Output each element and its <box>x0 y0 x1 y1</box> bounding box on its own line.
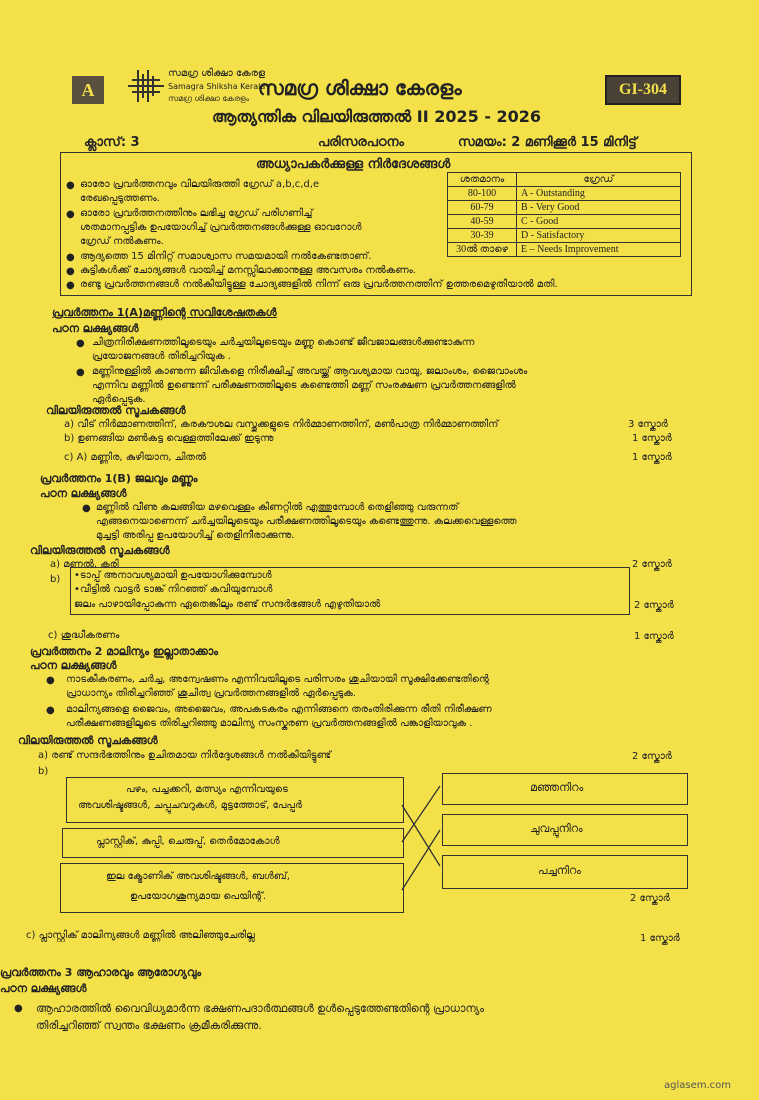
activity-3-goals-title: പഠന ലക്ഷ്യങ്ങൾ <box>0 982 87 995</box>
a1a-goal-2b: എന്നിവ മണ്ണിൽ ഉണ്ടെന്ന് പരീക്ഷണത്തിലൂടെ കണ്ടെത്തി മണ്ണ് സംരക്ഷണ പ്രവർത്തനങ്ങളിൽ <box>92 380 516 391</box>
match-left-2-text: പ്ലാസ്റ്റിക്, കുപ്പി, ചെരുപ്പ്, തെർമോകോൾ <box>96 836 280 847</box>
a1b-ind-a-score: 2 സ്കോർ <box>632 559 672 570</box>
grade-cell: C - Good <box>517 215 681 229</box>
grade-cell: 30ൽ താഴെ <box>448 243 517 257</box>
a2-goal-2b: പരീക്ഷണങ്ങളിലൂടെ തിരിച്ചറിഞ്ഞു മാലിന്യ സംസ്കരണ പ്രവർത്തനങ്ങളിൽ പങ്കാളിയാവുക . <box>66 718 473 729</box>
a1b-ind-b-score: 2 സ്കോർ <box>634 600 674 611</box>
activity-2-title: പ്രവർത്തനം 2 മാലിന്യം ഇല്ലാതാക്കാം <box>30 645 218 658</box>
a2-indicators-title: വിലയിരുത്തൽ സൂചകങ്ങൾ <box>18 734 158 747</box>
a2-goal-2a: മാലിന്യങ്ങളെ ജൈവം, അജൈവം, അപകടകരം എന്നിങ്ങനെ തരംതിരിക്കുന്ന രീതി നിരീക്ഷണ <box>66 704 492 715</box>
grade-cell: D - Satisfactory <box>517 229 681 243</box>
activity-1b-goals-title: പഠന ലക്ഷ്യങ്ങൾ <box>40 487 127 500</box>
a3-goal-1b: തിരിച്ചറിഞ്ഞ് സ്വന്തം ഭക്ഷണം ക്രമീകരിക്കുന്നു. <box>36 1019 262 1032</box>
a2-ind-c: c) പ്ലാസ്റ്റിക് മാലിന്യങ്ങൾ മണ്ണിൽ അലിഞ്ഞുചേരില്ല <box>26 930 255 941</box>
instr-2b: ശതമാനപ്പട്ടിക ഉപയോഗിച്ച് പ്രവർത്തനങ്ങൾക്കുള്ള ഓവറോൾ <box>80 222 362 233</box>
activity-1a-title: പ്രവർത്തനം 1(A)മണ്ണിന്റെ സവിശേഷതകൾ <box>52 306 277 319</box>
a1b-indicators-title: വിലയിരുത്തൽ സൂചകങ്ങൾ <box>30 544 170 557</box>
activity-1a-goals-title: പഠന ലക്ഷ്യങ്ങൾ <box>52 322 139 335</box>
match-left-3b: ഉപയോഗശൂന്യമായ പെയിന്റ്. <box>130 891 267 902</box>
exam-page: A സമഗ്ര ശിക്ഷാ കേരള Samagra Shiksha Kerala സമഗ്ര ശിക്ഷാ കേരളം സമഗ്ര ശിക്ഷാ കേരളം GI-304 ആത്യന്തിക വിലയിരുത്തൽ II 2025 - 2026 ക്ലാസ്: 3 പരിസരപഠനം സമയം: 2 മണിക്കൂർ 15 മിനിട്ട് അധ്യാപകർക്കുള്ള നിർദേശങ്ങൾ ● ഓരോ പ്രവർത്തനവും വിലയിരുത്തി ഗ്രേഡ് a,b,c,d,e രേഖപ്പെടുത്തണം. ● ഓരോ പ്രവർത്തനത്തിനും ലഭിച്ച ഗ്രേഡ് പരിഗണിച്ച് ശതമാനപ്പട്ടിക ഉപയോഗിച്ച് പ്രവർത്തനങ്ങൾക്കുള്ള ഓവറോൾ ഗ്രേഡ് നൽകണം. ● ആദ്യത്തെ 15 മിനിറ്റ് സമാശ്വാസ സമയമായി നൽകേണ്ടതാണ്. ● കുട്ടികൾക്ക് ചോദ്യങ്ങൾ വായിച്ച് മനസ്സിലാക്കാനുള്ള അവസരം നൽകണം. ● രണ്ടു പ്രവർത്തനങ്ങൾ നൽകിയിട്ടുള്ള ചോദ്യങ്ങളിൽ നിന്ന് ഒരു പ്രവർത്തനത്തിന് ഉത്തരമെഴുതിയാൽ മതി. ശതമാനം ഗ്രേഡ് 80-100 A - Outstanding 60-79 B - Very Good 40-59 C - Good 30-39 D - Satisfactory 30ൽ താഴെ E – Needs Improvement പ്രവർത്തനം 1(A)മണ്ണിന്റെ സവിശേഷതകൾ പഠന ലക്ഷ്യങ്ങൾ ● ചിത്രനിരീക്ഷണത്തിലൂടെയും ചർച്ചയിലൂടെയും മണ്ണു കൊണ്ട് ജീവജാലങ്ങൾക്കുണ്ടാകുന്ന പ്രയോജനങ്ങൾ തിരിച്ചറിയുക . ● മണ്ണിനുള്ളിൽ കാണുന്ന ജീവികളെ നിരീക്ഷിച്ച് അവയ്ക്ക് ആവശ്യമായ വായു, ജലാംശം, ജൈവാംശം എന്നിവ മണ്ണിൽ ഉണ്ടെന്ന് പരീക്ഷണത്തിലൂടെ കണ്ടെത്തി മണ്ണ് സംരക്ഷണ പ്രവർത്തനങ്ങളിൽ ഏർപ്പെടുക. വിലയിരുത്തൽ സൂചകങ്ങൾ a) വീട് നിർമ്മാണത്തിന്, കരകൗശല വസ്തുക്കളുടെ നിർമ്മാണത്തിന്, മൺപാത്ര നിർമ്മാണത്തിന് 3 സ്കോർ b) ഉണങ്ങിയ മൺകട്ട വെള്ളത്തിലേക്ക് ഇടുന്നു 1 സ്കോർ c) A) മണ്ണിര, കുഴിയാന, ചിതൽ 1 സ്കോർ പ്രവർത്തനം 1(B) ജലവും മണ്ണും പഠന ലക്ഷ്യങ്ങൾ ● മണ്ണിൽ വീണു കലങ്ങിയ മഴവെള്ളം കിണറ്റിൽ എത്തുമ്പോൾ തെളിഞ്ഞു വരുന്നത് എങ്ങനെയാണെന്ന് ചർച്ചയിലൂടെയും പരീക്ഷണത്തിലൂടെയും കണ്ടെത്തുന്നു. കലക്കവെള്ളത്തെ മുച്ചട്ടി അരിപ്പ ഉപയോഗിച്ച് തെളിനീരാക്കുന്നു. വിലയിരുത്തൽ സൂചകങ്ങൾ a) മണൽ, കരി 2 സ്കോർ b) •ടാപ്പ് അനാവശ്യമായി ഉപയോഗിക്കുമ്പോൾ •വീട്ടിൽ വാട്ടർ ടാങ്ക് നിറഞ്ഞ് കവിയുമ്പോൾ ജലം പാഴായിപ്പോകുന്ന ഏതെങ്കിലും രണ്ട് സന്ദർഭങ്ങൾ എഴുതിയാൽ 2 സ്കോർ c) ശുദ്ധീകരണം 1 സ്കോർ പ്രവർത്തനം 2 മാലിന്യം ഇല്ലാതാക്കാം പഠന ലക്ഷ്യങ്ങൾ ● നാടകീകരണം, ചർച്ച, അന്വേഷണം എന്നിവയിലൂടെ പരിസരം ശുചിയായി സൂക്ഷിക്കേണ്ടതിന്റെ പ്രാധാന്യം തിരിച്ചറിഞ്ഞ് ശുചിത്വ പ്രവർത്തനങ്ങളിൽ ഏർപ്പെടുക. ● മാലിന്യങ്ങളെ ജൈവം, അജൈവം, അപകടകരം എന്നിങ്ങനെ തരംതിരിക്കുന്ന രീതി നിരീക്ഷണ പരീക്ഷണങ്ങളിലൂടെ തിരിച്ചറിഞ്ഞു മാലിന്യ സംസ്കരണ പ്രവർത്തനങ്ങളിൽ പങ്കാളിയാവുക . വിലയിരുത്തൽ സൂചകങ്ങൾ a) രണ്ട് സന്ദർഭത്തിനും ഉചിതമായ നിർദ്ദേശങ്ങൾ നൽകിയിട്ടുണ്ട് 2 സ്കോർ b) പഴം, പച്ചക്കറി, മത്സ്യം എന്നിവയുടെ അവശിഷ്ടങ്ങൾ, ചപ്പുചവറുകൾ, മുട്ടത്തോട്, പേപ്പർ പ്ലാസ്റ്റിക്, കുപ്പി, ചെരുപ്പ്, തെർമോകോൾ ഇല ക്ട്രോണിക് അവശിഷ്ടങ്ങൾ, ബൾബ്, ഉപയോഗശൂന്യമായ പെയിന്റ്. മഞ്ഞനിറം ചുവപ്പുനിറം പച്ചനിറം 2 സ്കോർ c) പ്ലാസ്റ്റിക് മാലിന്യങ്ങൾ മണ്ണിൽ അലിഞ്ഞുചേരില്ല 1 സ്കോർ പ്രവർത്തനം 3 ആഹാരവും ആരോഗ്യവും പഠന ലക്ഷ്യങ്ങൾ ● ആഹാരത്തിൽ വൈവിധ്യമാർന്ന ഭക്ഷണപദാർത്ഥങ്ങൾ ഉൾപ്പെടുത്തേണ്ടതിന്റെ പ്രാധാന്യം തിരിച്ചറിഞ്ഞ് സ്വന്തം ഭക്ഷണം ക്രമീകരിക്കുന്നു. aglasem.com <box>0 0 759 1100</box>
a2-goal-1b: പ്രാധാന്യം തിരിച്ചറിഞ്ഞ് ശുചിത്വ പ്രവർത്തനങ്ങളിൽ ഏർപ്പെടുക. <box>66 688 356 699</box>
question-code: GI-304 <box>605 75 681 105</box>
a1b-ind-b2: •വീട്ടിൽ വാട്ടർ ടാങ്ക് നിറഞ്ഞ് കവിയുമ്പോൾ <box>74 584 273 595</box>
grade-cell: A - Outstanding <box>517 187 681 201</box>
logo-text-1: സമഗ്ര ശിക്ഷാ കേരള <box>168 68 266 79</box>
a1a-ind-b: b) ഉണങ്ങിയ മൺകട്ട വെള്ളത്തിലേക്ക് ഇടുന്നു <box>64 433 274 444</box>
a1a-ind-b-score: 1 സ്കോർ <box>632 433 672 444</box>
match-right-3-text: പച്ചനിറം <box>538 864 581 877</box>
match-line-3 <box>402 830 440 890</box>
instr-5: രണ്ടു പ്രവർത്തനങ്ങൾ നൽകിയിട്ടുള്ള ചോദ്യങ്ങളിൽ നിന്ന് ഒരു പ്രവർത്തനത്തിന് ഉത്തരമെഴുതിയാൽ മതി. <box>80 279 558 290</box>
logo-text-3: സമഗ്ര ശിക്ഷാ കേരളം <box>168 94 249 103</box>
a1a-goal-1a: ചിത്രനിരീക്ഷണത്തിലൂടെയും ചർച്ചയിലൂടെയും മണ്ണു കൊണ്ട് ജീവജാലങ്ങൾക്കുണ്ടാകുന്ന <box>92 337 475 348</box>
match-right-1-text: മഞ്ഞനിറം <box>530 781 584 794</box>
match-left-1b: അവശിഷ്ടങ്ങൾ, ചപ്പുചവറുകൾ, മുട്ടത്തോട്, പേപ്പർ <box>78 800 302 811</box>
org-title: സമഗ്ര ശിക്ഷാ കേരളം <box>258 76 462 100</box>
a1a-ind-a-score: 3 സ്കോർ <box>628 419 668 430</box>
grade-head-percent: ശതമാനം <box>448 173 517 187</box>
a3-goal-1a: ആഹാരത്തിൽ വൈവിധ്യമാർന്ന ഭക്ഷണപദാർത്ഥങ്ങൾ ഉൾപ്പെടുത്തേണ്ടതിന്റെ പ്രാധാന്യം <box>36 1002 484 1015</box>
a1a-goal-2c: ഏർപ്പെടുക. <box>92 394 146 405</box>
match-left-1a: പഴം, പച്ചക്കറി, മത്സ്യം എന്നിവയുടെ <box>126 784 288 795</box>
a1a-indicators-title: വിലയിരുത്തൽ സൂചകങ്ങൾ <box>46 404 186 417</box>
instructions-title: അധ്യാപകർക്കുള്ള നിർദേശങ്ങൾ <box>256 157 451 172</box>
instr-2a: ഓരോ പ്രവർത്തനത്തിനും ലഭിച്ച ഗ്രേഡ് പരിഗണിച്ച് <box>80 208 313 219</box>
a1a-ind-a: a) വീട് നിർമ്മാണത്തിന്, കരകൗശല വസ്തുക്കളുടെ നിർമ്മാണത്തിന്, മൺപാത്ര നിർമ്മാണത്തിന് <box>64 419 499 430</box>
subject-label: പരിസരപഠനം <box>318 135 404 150</box>
a1b-ind-c: c) ശുദ്ധീകരണം <box>48 630 120 641</box>
a1b-ind-a: a) മണൽ, കരി <box>50 559 119 570</box>
a1a-ind-c: c) A) മണ്ണിര, കുഴിയാന, ചിതൽ <box>64 452 207 463</box>
a1a-goal-1b: പ്രയോജനങ്ങൾ തിരിച്ചറിയുക . <box>92 351 231 362</box>
match-left-3a: ഇല ക്ട്രോണിക് അവശിഷ്ടങ്ങൾ, ബൾബ്, <box>106 871 290 882</box>
class-label: ക്ലാസ്: 3 <box>84 135 140 150</box>
activity-1b-title: പ്രവർത്തനം 1(B) ജലവും മണ്ണും <box>40 472 198 485</box>
a2-ind-a-score: 2 സ്കോർ <box>632 751 672 762</box>
grade-cell: 80-100 <box>448 187 517 201</box>
a1b-ind-c-score: 1 സ്കോർ <box>634 631 674 642</box>
a1a-goal-2a: മണ്ണിനുള്ളിൽ കാണുന്ന ജീവികളെ നിരീക്ഷിച്ച് അവയ്ക്ക് ആവശ്യമായ വായു, ജലാംശം, ജൈവാംശം <box>92 366 528 377</box>
instr-1b: രേഖപ്പെടുത്തണം. <box>80 193 160 204</box>
exam-title: ആത്യന്തിക വിലയിരുത്തൽ II 2025 - 2026 <box>212 107 542 126</box>
logo-text-2: Samagra Shiksha Kerala <box>168 82 266 91</box>
a1b-goal-1c: മുച്ചട്ടി അരിപ്പ ഉപയോഗിച്ച് തെളിനീരാക്കുന്നു. <box>96 530 295 541</box>
a1b-goal-1a: മണ്ണിൽ വീണു കലങ്ങിയ മഴവെള്ളം കിണറ്റിൽ എത്തുമ്പോൾ തെളിഞ്ഞു വരുന്നത് <box>96 502 459 513</box>
grade-cell: 60-79 <box>448 201 517 215</box>
instr-1a: ഓരോ പ്രവർത്തനവും വിലയിരുത്തി ഗ്രേഡ് a,b,c,d,e <box>80 179 320 190</box>
instr-3: ആദ്യത്തെ 15 മിനിറ്റ് സമാശ്വാസ സമയമായി നൽകേണ്ടതാണ്. <box>80 251 372 262</box>
grade-cell: 40-59 <box>448 215 517 229</box>
a2-ind-b-label: b) <box>38 766 49 777</box>
time-label: സമയം: 2 മണിക്കൂർ 15 മിനിട്ട് <box>458 135 637 150</box>
a2-ind-a: a) രണ്ട് സന്ദർഭത്തിനും ഉചിതമായ നിർദ്ദേശങ്ങൾ നൽകിയിട്ടുണ്ട് <box>38 750 331 761</box>
grade-cell: B - Very Good <box>517 201 681 215</box>
a1a-ind-c-score: 1 സ്കോർ <box>632 452 672 463</box>
watermark: aglasem.com <box>664 1080 732 1091</box>
a1b-ind-b1: •ടാപ്പ് അനാവശ്യമായി ഉപയോഗിക്കുമ്പോൾ <box>74 570 272 581</box>
a2-ind-b-score: 2 സ്കോർ <box>630 893 670 904</box>
activity-2-goals-title: പഠന ലക്ഷ്യങ്ങൾ <box>30 659 117 672</box>
series-label: A <box>72 76 104 104</box>
a2-goal-1a: നാടകീകരണം, ചർച്ച, അന്വേഷണം എന്നിവയിലൂടെ പരിസരം ശുചിയായി സൂക്ഷിക്കേണ്ടതിന്റെ <box>66 674 489 685</box>
instr-2c: ഗ്രേഡ് നൽകണം. <box>80 236 164 247</box>
a2-ind-c-score: 1 സ്കോർ <box>640 933 680 944</box>
grade-head-grade: ഗ്രേഡ് <box>517 173 681 187</box>
a1b-ind-b3: ജലം പാഴായിപ്പോകുന്ന ഏതെങ്കിലും രണ്ട് സന്ദർഭങ്ങൾ എഴുതിയാൽ <box>74 599 381 610</box>
match-right-2-text: ചുവപ്പുനിറം <box>530 822 583 835</box>
a1b-goal-1b: എങ്ങനെയാണെന്ന് ചർച്ചയിലൂടെയും പരീക്ഷണത്തിലൂടെയും കണ്ടെത്തുന്നു. കലക്കവെള്ളത്തെ <box>96 516 517 527</box>
a1b-ind-b-label: b) <box>50 574 61 585</box>
instr-4: കുട്ടികൾക്ക് ചോദ്യങ്ങൾ വായിച്ച് മനസ്സിലാക്കാനുള്ള അവസരം നൽകണം. <box>80 265 416 276</box>
activity-3-title: പ്രവർത്തനം 3 ആഹാരവും ആരോഗ്യവും <box>0 966 202 979</box>
grade-cell: 30-39 <box>448 229 517 243</box>
grade-cell: E – Needs Improvement <box>517 243 681 257</box>
